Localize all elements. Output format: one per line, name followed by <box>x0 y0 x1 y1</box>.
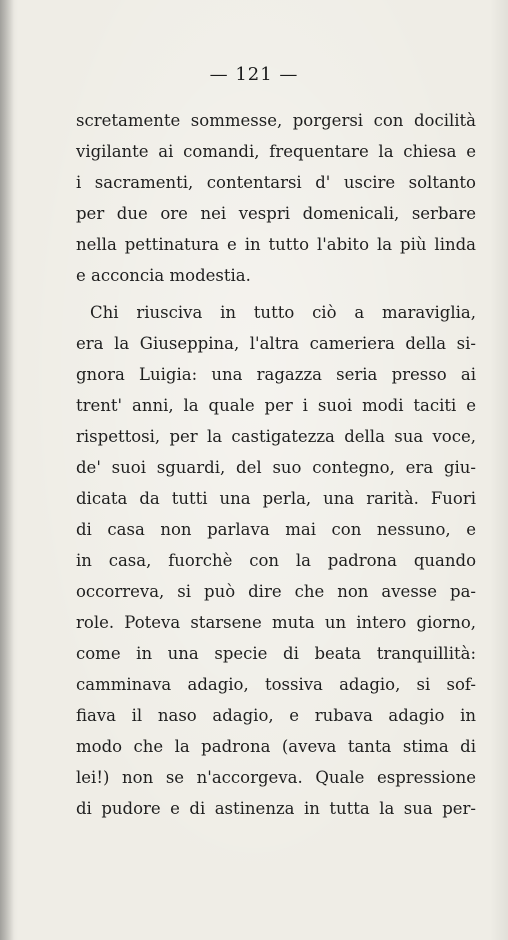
text-line: i sacramenti, contentarsi d' uscire soltanto <box>76 173 476 192</box>
text-line: dicata da tutti una perla, una rarità. Fuori <box>76 489 476 508</box>
text-line: vigilante ai comandi, frequentare la chiesa e <box>76 142 476 161</box>
text-line: de' suoi sguardi, del suo contegno, era giu- <box>76 458 476 477</box>
text-line: di casa non parlava mai con nessuno, e <box>76 520 476 539</box>
text-line: scretamente sommesse, porgersi con docilità <box>76 111 476 130</box>
text-line: modo che la padrona (aveva tanta stima di <box>76 737 476 756</box>
text-line: era la Giuseppina, l'altra cameriera della si- <box>76 334 476 353</box>
text-line: lei!) non se n'accorgeva. Quale espressione <box>76 768 476 787</box>
paragraph-1 <box>76 105 476 291</box>
text-line: trent' anni, la quale per i suoi modi taciti e <box>76 396 476 415</box>
text-line: occorreva, si può dire che non avesse pa- <box>76 582 476 601</box>
text-line: Chi riusciva in tutto ciò a maraviglia, <box>90 303 476 322</box>
paragraph-2 <box>76 297 476 824</box>
text-line: di pudore e di astinenza in tutta la sua per- <box>76 799 476 818</box>
text-line: fiava il naso adagio, e rubava adagio in <box>76 706 476 725</box>
text-line: camminava adagio, tossiva adagio, si sof- <box>76 675 476 694</box>
text-line: in casa, fuorchè con la padrona quando <box>76 551 476 570</box>
text-line: e acconcia modestia. <box>76 266 251 285</box>
page-number: — 121 — <box>209 64 299 85</box>
page-gutter-shadow <box>0 0 14 940</box>
text-line: role. Poteva starsene muta un intero giorno, <box>76 613 476 632</box>
text-line: per due ore nei vespri domenicali, serbare <box>76 204 476 223</box>
text-line: nella pettinatura e in tutto l'abito la più linda <box>76 235 476 254</box>
text-line: gnora Luigia: una ragazza seria presso ai <box>76 365 476 384</box>
text-line: rispettosi, per la castigatezza della sua voce, <box>76 427 476 446</box>
body-text <box>76 105 476 824</box>
text-line: come in una specie di beata tranquillità: <box>76 644 476 663</box>
